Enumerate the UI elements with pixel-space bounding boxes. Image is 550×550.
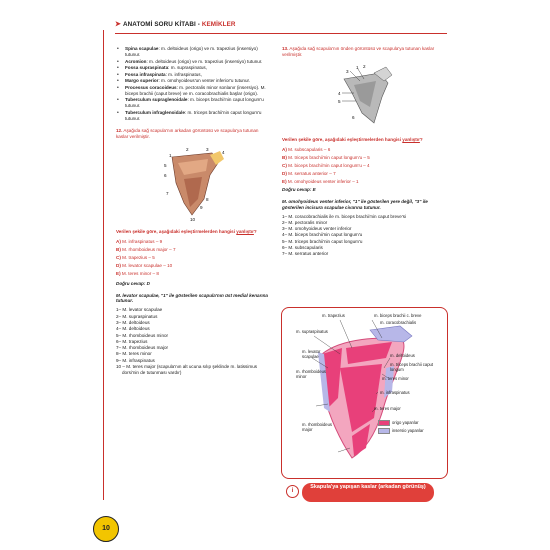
- svg-text:10: 10: [189, 216, 195, 222]
- list-item: 3– M. deltoideus: [116, 319, 150, 325]
- svg-text:3: 3: [205, 146, 209, 152]
- list-item: 1– M. coracobrachialis ile m. biceps brachii'nin caput breve'si: [282, 213, 407, 219]
- question-13-explanation: M. omohyoideus venter inferior, "1" ile gösterilen yere değil, "3" ile gösterilen incisura scapulae civarına tutunur.: [282, 198, 428, 210]
- info-icon: i: [286, 485, 299, 498]
- question-13-muscle-list: [282, 214, 448, 258]
- answer-option-e[interactable]: E) M. omohyoideus venter inferior – 1: [282, 178, 359, 184]
- list-item: 10 – M. teres major (scapula'nın alt ucuna sılıp şeklinde m. latissimus dorsi'nin de tutunması vardır): [116, 363, 258, 375]
- list-item: 5– M. triceps brachii'nin caput longum'u: [282, 238, 363, 244]
- header-title: ANATOMİ SORU KİTABI - KEMİKLER: [123, 21, 236, 28]
- legend-origo: origo yapanlar: [378, 420, 419, 426]
- svg-text:5: 5: [163, 162, 167, 168]
- answer-option-b[interactable]: B) M. rhomboideus major – 7: [116, 246, 176, 252]
- label-teres-major: m. teres major: [374, 406, 401, 411]
- scapula-muscles-box: [281, 307, 448, 479]
- svg-text:6: 6: [163, 172, 167, 178]
- list-item: • Tuberculum infraglenoidale: m. triceps brachii'nin caput longum'u tutunur.: [116, 110, 271, 122]
- svg-text:9: 9: [199, 204, 203, 210]
- label-deltoideus: m. deltoideus: [390, 353, 415, 358]
- label-levator-scapulae: m. levator scapulae: [302, 349, 321, 359]
- legend-swatch: [378, 428, 390, 434]
- svg-text:2: 2: [363, 63, 366, 69]
- box-caption: Skapula'ya yapışan kaslar (arkadan görünüş): [302, 483, 434, 502]
- list-item: • Fossa infraspinata: m. infraspinatus,: [116, 72, 271, 78]
- svg-text:5: 5: [338, 98, 341, 104]
- page-number: 10: [93, 516, 119, 542]
- answer-option-c[interactable]: C) M. trapezius – 5: [116, 254, 155, 260]
- page-margin-rule: [103, 30, 104, 500]
- answer-option-d[interactable]: D) M. levator scapulae – 10: [116, 262, 173, 268]
- list-item: • Spina scapulae: m. deltoideus (origo) ve m. trapezius (insersiyo) tutunur.: [116, 46, 271, 58]
- svg-text:4: 4: [338, 90, 341, 96]
- question-12-options: [116, 239, 271, 277]
- svg-text:7: 7: [165, 190, 169, 196]
- list-item: 3– M. omohyoideus venter inferior: [282, 226, 352, 232]
- list-item: • Tuberculum supraglenoidale: m. biceps brachii'nin caput longum'u tutunur.: [116, 97, 271, 109]
- question-12-answer: Doğru cevap: D: [116, 280, 150, 286]
- svg-text:6: 6: [352, 114, 355, 120]
- list-item: 6– M. trapezius: [116, 338, 148, 344]
- answer-option-a[interactable]: A) M. subscapularis – 6: [282, 146, 331, 152]
- answer-option-a[interactable]: A) M. infraspinatus – 9: [116, 238, 163, 244]
- question-13-prompt: Verilen şekile göre, aşağıdaki eşleştirmelerden hangisi yanlıştır?: [282, 136, 423, 142]
- question-13-answer: Doğru cevap: E: [282, 186, 316, 192]
- label-rhomboideus-major: m. rhomboideus major: [302, 422, 333, 432]
- label-triceps-brachii: m. triceps brachii caput longum: [390, 362, 434, 372]
- svg-text:1: 1: [356, 64, 359, 70]
- answer-option-d[interactable]: D) M. serratus anterior – 7: [282, 170, 336, 176]
- question-12-muscle-list: [116, 307, 271, 375]
- scapula-bullet-list: [116, 46, 271, 122]
- right-column: [282, 46, 448, 258]
- list-item: 2– M. supraspinatus: [116, 313, 158, 319]
- question-12-prompt: Verilen şekile göre, aşağıdaki eşleştirmelerden hangisi yanlıştır?: [116, 228, 257, 234]
- list-item: 5– M. rhomboideus minor: [116, 332, 169, 338]
- answer-option-e[interactable]: E) M. teres minor – 8: [116, 270, 159, 276]
- legend-insersio: insersio yapanlar: [378, 428, 424, 434]
- list-item: • Processus coracoideus: m. pectoralis minor sonlanır (insersiyo). M. biceps brachii (caput breve) ve m. coracobrachialis başlar (origo).: [116, 85, 271, 97]
- page-header: [115, 19, 447, 34]
- label-biceps-brachii: m. biceps brachii c. breve: [374, 313, 422, 318]
- list-item: 2– M. pectoralis minor: [282, 219, 328, 225]
- list-item: • Fossa supraspinata: m. supraspinatus,: [116, 65, 271, 71]
- question-12-explanation: M. levator scapulae, "1" ile gösterilen scapula'nın üst medial kenarına tutunur.: [116, 292, 268, 304]
- legend-swatch: [378, 420, 390, 426]
- list-item: 7– M. serratus anterior: [282, 251, 329, 257]
- svg-text:3: 3: [346, 68, 349, 74]
- label-rhomboideus-minor: m. rhomboideus minor: [296, 369, 327, 379]
- label-infraspinatus: m. infraspinatus: [380, 390, 410, 395]
- answer-option-b[interactable]: B) M. triceps brachii'nin caput longum'u – 5: [282, 154, 370, 160]
- label-teres-minor: m. teres minor: [382, 376, 409, 381]
- list-item: 9– M. infraspinatus: [116, 357, 155, 363]
- list-item: 4– M. biceps brachii'nin caput longum'u: [282, 232, 363, 238]
- question-13: 13. Aşağıda sağ scapula'nın önden görüntüsü ve scapula'ya tutunan kaslar verilmiştir.: [282, 46, 435, 57]
- scapula-posterior-figure: [154, 145, 234, 223]
- label-supraspinatus: m. supraspinatus: [296, 329, 328, 334]
- scapula-anterior-figure: [330, 63, 400, 131]
- label-coracobrachialis: m. coracobrachialis: [380, 320, 417, 325]
- label-trapezius: m. trapezius: [322, 313, 345, 318]
- svg-text:1: 1: [168, 152, 172, 158]
- question-13-options: [282, 147, 448, 185]
- list-item: 7– M. rhomboideus major: [116, 345, 169, 351]
- list-item: • Margo superior: m. omohyoideus'un venter inferior'u tutunur.: [116, 78, 271, 84]
- list-item: 1– M. levator scapulae: [116, 307, 163, 313]
- left-column: [116, 46, 271, 376]
- list-item: 6– M. subscapularis: [282, 244, 323, 250]
- svg-text:8: 8: [205, 196, 209, 202]
- svg-text:4: 4: [221, 149, 225, 155]
- list-item: 8– M. teres minor: [116, 351, 152, 357]
- header-arrow-icon: ➤: [115, 21, 121, 28]
- list-item: • Acromion: m. deltoideus (origo) ve m. trapezius (insersiyo) tutunur.: [116, 59, 271, 65]
- answer-option-c[interactable]: C) M. biceps brachii'nin caput longum'u – 4: [282, 162, 370, 168]
- list-item: 4– M. deltoideus: [116, 326, 150, 332]
- svg-text:2: 2: [185, 146, 189, 152]
- question-12: 12. Aşağıda sağ scapula'nın arkadan görüntüsü ve scapula'ya tutunan kaslar verilmiştir.: [116, 127, 259, 139]
